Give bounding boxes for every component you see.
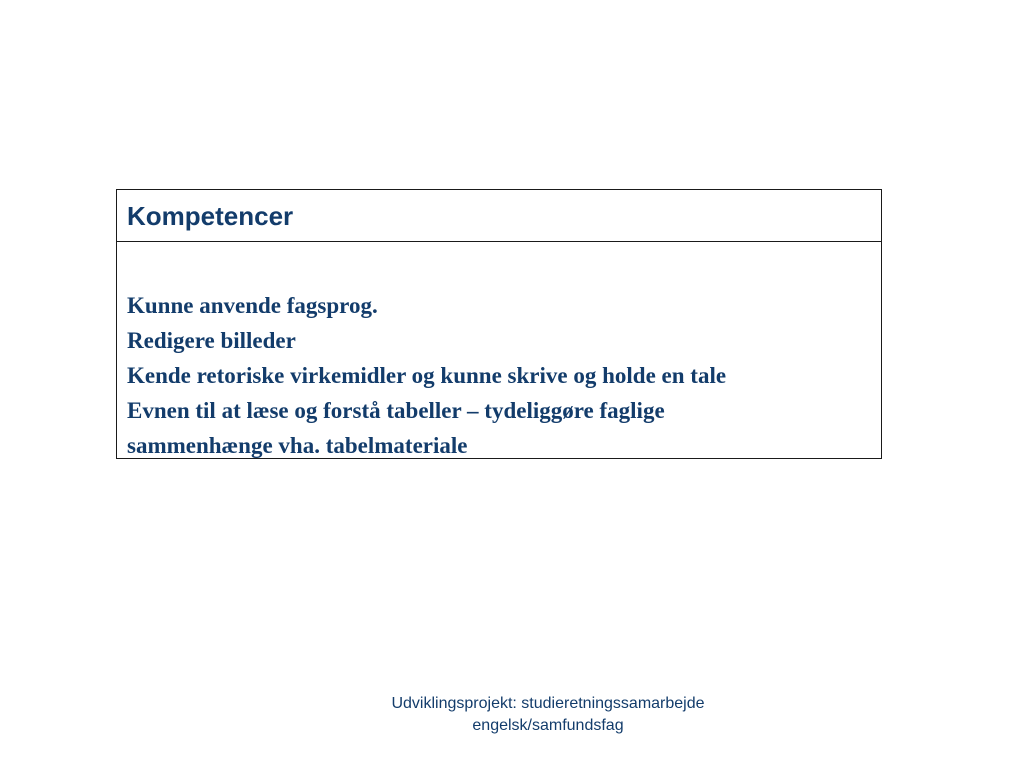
table-header-cell <box>117 190 881 242</box>
footer-line: engelsk/samfundsfag <box>472 717 624 734</box>
slide-footer <box>300 693 796 737</box>
competencies-table <box>116 189 882 459</box>
competency-item: Kende retoriske virkemidler og kunne skrive og holde en tale <box>127 363 727 388</box>
competency-item: Kunne anvende fagsprog. <box>127 293 378 318</box>
table-body-cell <box>117 242 881 463</box>
footer-line: Udviklingsprojekt: studieretningssamarbejde <box>391 695 705 712</box>
competency-item: Redigere billeder <box>127 328 296 353</box>
competency-item: sammenhænge vha. tabelmateriale <box>127 433 468 458</box>
competency-item: Evnen til at læse og forstå tabeller – tydeliggøre faglige <box>127 398 665 423</box>
table-heading: Kompetencer <box>127 200 294 231</box>
